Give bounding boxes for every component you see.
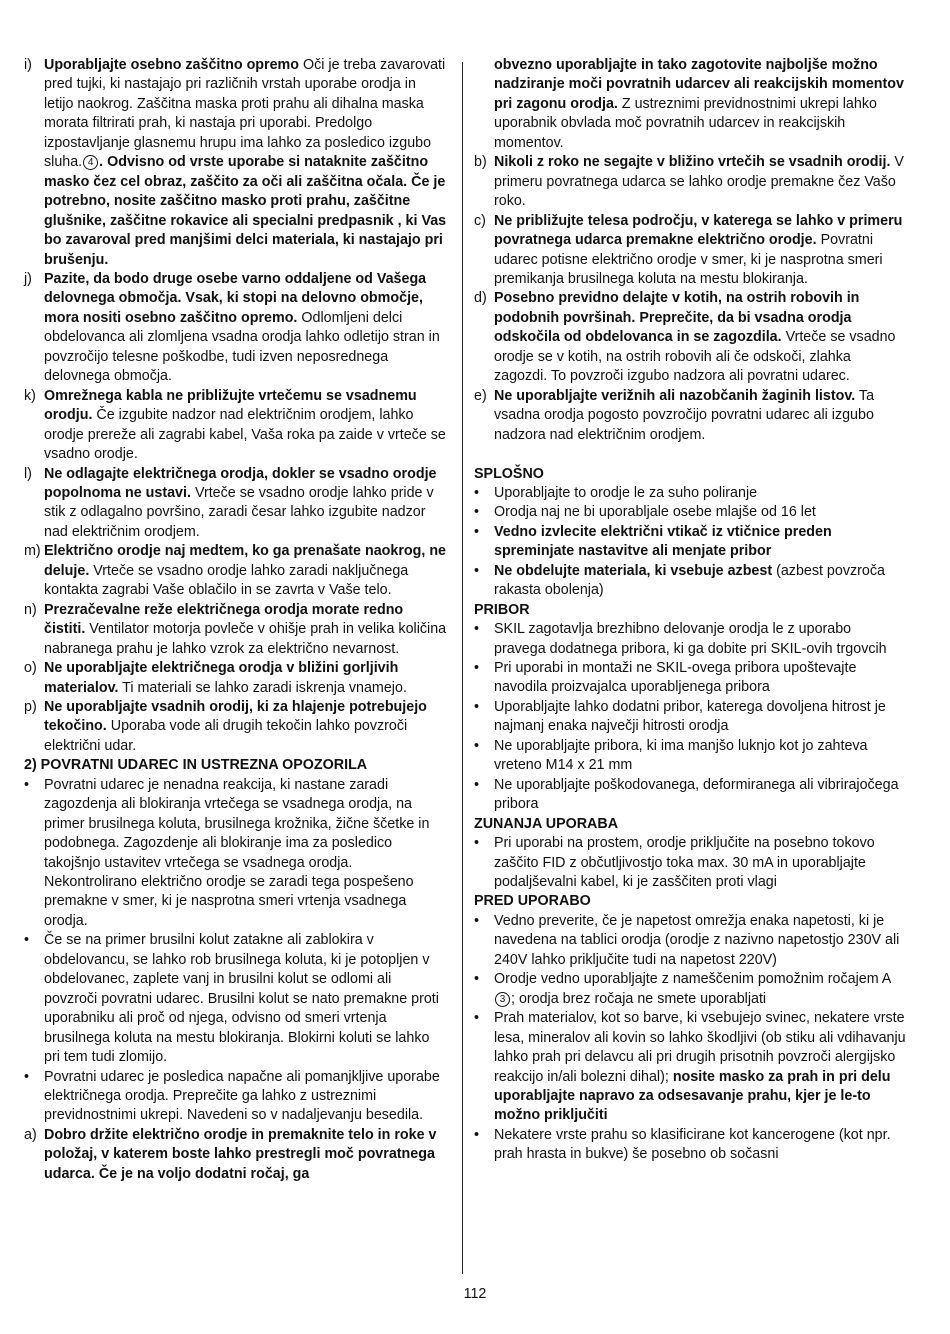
bullet-item [474,737,906,776]
section-heading: 2) POVRATNI UDAREC IN USTREZNA OPOZORILA [24,757,368,774]
bullet-item [474,562,906,601]
page-number: 112 [463,1286,487,1302]
item-text: Če izgubite nadzor nad električnim orodjem, lahko orodje prereže ali zagrabi kabel, Vaša roka pa zaide v vrteče se vsadno orodje. [44,407,446,463]
bullet-item [24,931,448,1067]
item-marker: • [474,523,480,540]
list-item [24,270,448,387]
item-bold-text: Ne uporabljajte električnega orodja v bližini gorljivih materialov. [44,660,399,696]
bullet-item [474,620,906,659]
left-column [24,56,448,1184]
bullet-item [474,1009,906,1126]
item-bold-text: Vedno izvlecite električni vtikač iz vtičnice preden spreminjate nastavitve ali menjate pribor [494,523,832,560]
item-marker: • [474,1126,480,1143]
bullet-item [474,834,906,892]
list-item [24,698,448,756]
item-marker: c) [474,212,486,229]
reference-number-icon: 3 [495,992,510,1007]
section-heading: PRED UPORABO [474,893,591,910]
bullet-item [24,1068,448,1126]
item-text: Ta vsadna orodja pogosto povzročijo povratni udarec ali izgubo nadzora nad električnim orodjem. [494,387,875,443]
item-marker: • [474,660,480,677]
item-marker: • [474,912,480,929]
item-text: Vedno preverite, če je napetost omrežja enaka napetosti, ki je navedena na tablici orodja (orodje z nazivno napetostjo 230V ali 240V lahko priključite tudi na napetost 220V) [494,912,900,968]
list-item [24,542,448,600]
bullet-item [474,484,906,503]
item-text: (azbest povzroča rakasta obolenja) [494,562,885,599]
list-item [24,387,448,465]
list-item [24,601,448,659]
item-bold-text: . Odvisno od vrste uporabe si nataknite zaščitno masko čez cel obraz, zaščito za oči ali zaščitna očala. Če je potrebno, nosite zaščitno masko proti prahu, zaščitne glušnike, zaščitne rokavice ali specialni predpasnik , ki Vas bo zavaroval pred manjšimi delci materiala, ki nastajajo pri brušenju. [44,154,447,268]
bullet-item [474,503,906,522]
bullet-item [24,776,448,932]
item-text: Če se na primer brusilni kolut zatakne ali zablokira v obdelovancu, se lahko rob brusilnega koluta, ki je potopljen v obdelovanec, zaplete vanj in brusilni kolut se odlomi ali povzroči povratni udarec. Brusilni kolut se nato premakne proti uporabniku ali proč od njega, odvisno od smeri vrtenja brusilnega koluta na mestu blokiranja. Blokirni koluti se lahko pri tem tudi zlomijo. [44,932,439,1066]
item-bold-text: Pazite, da bodo druge osebe varno oddaljene od Vašega delovnega območja. Vsak, ki stopi na delovno območje, mora nositi osebno zaščitno opremo. [44,270,427,326]
item-text: Vrteče se vsadno orodje se v kotih, na ostrih robovih ali če odskoči, zlahka zagozdi. To povzroči izgubo nadzora ali povratni udarec. [494,329,896,385]
item-text: Ne uporabljajte pribora, ki ima manjšo luknjo kot jo zahteva vreteno M14 x 21 mm [494,737,868,774]
list-item [474,56,906,153]
item-text: Ti materiali se lahko zaradi iskrenja vnamejo. [118,679,407,696]
list-item [24,659,448,698]
item-bold-text: Prezračevalne reže električnega orodja morate redno čistiti. [44,601,404,638]
item-text: Uporaba vode ali drugih tekočin lahko povzroči električni udar. [44,718,408,754]
list-item [474,289,906,386]
item-text: Orodje vedno uporabljajte z nameščenim pomožnim ročajem A [494,971,892,988]
item-text: Pri uporabi na prostem, orodje priključite na posebno tokovo zaščito FID z občutljivostjo toka max. 30 mA in uporabljajte podaljševalni kabel, ki je zasščiten proti vlagi [494,835,875,891]
item-bold-text: Uporabljajte osebno zaščitno opremo [44,57,299,73]
item-text: Povratni udarec potisne električno orodje v smer, ki je nasprotna smeri premikanja brusilnega koluta na mestu blokiranja. [494,232,883,287]
bullet-item [474,970,906,1009]
item-marker: • [474,504,480,521]
item-text: Povratni udarec je posledica napačne ali pomanjkljive uporabe električnega orodja. Preprečite ga lahko z ustreznimi previdnostnimi ukrepi. Navedeni so v nadaljevanju besedila. [44,1068,440,1124]
item-bold-text: nosite masko za prah in pri delu uporabljajte napravo za odsesavanje prahu, kjer je le-to možno priključiti [494,1068,891,1124]
item-text: Nekatere vrste prahu so klasificirane kot kancerogene (kot npr. prah hrasta in bukve) še posebno ob sočasni [494,1126,891,1163]
item-marker: j) [24,270,32,287]
item-bold-text: Električno orodje naj medtem, ko ga prenašate naokrog, ne deluje. [44,543,447,579]
item-marker: n) [24,601,37,618]
item-marker: • [24,1068,30,1085]
section-heading: SPLOŠNO [474,465,544,482]
right-column [474,56,906,1165]
list-item [24,465,448,543]
item-marker: p) [24,698,37,715]
item-marker: • [474,1010,480,1027]
item-marker: • [474,971,480,988]
item-marker: • [474,621,480,638]
list-item [474,153,906,211]
item-marker: o) [24,660,37,677]
item-text: Povratni udarec je nenadna reakcija, ki nastane zaradi zagozdenja ali blokiranja vrtečega se vsadnega orodja, na primer brusilnega koluta, brusilnega krožnika, žične ščetke in podobnega. Zagozdenje ali blokiranje ima za posledico takojšnjo ustavitev vrtečega se vsadnega orodja. Nekontrolirano električno orodje se zaradi tega pospešeno premakne v smer, ki je nasprotna smeri vrtenja vsadnega orodja. [44,776,430,929]
item-text: ; orodja brez ročaja ne smete uporabljati [511,990,767,1007]
item-text: Z ustreznimi previdnostnimi ukrepi lahko uporabnik obvlada moč povratnih udarcev in reakcijskih momentov. [494,95,877,151]
item-marker: • [474,698,480,715]
item-marker: m) [24,543,41,560]
list-item [474,212,906,290]
item-marker: • [474,737,480,754]
bullet-item [474,523,906,562]
reference-number-icon: 4 [83,155,98,170]
item-text: Uporabljajte lahko dodatni pribor, katerega dovoljena hitrost je najmanj enaka največji hitrosti orodja [494,698,886,735]
bullet-item [474,659,906,698]
item-marker: • [474,562,480,579]
bullet-item [474,1126,906,1165]
item-bold-text: Ne približujte telesa področju, v katerega se lahko v primeru povratnega udarca premakne električno orodje. [494,212,903,249]
item-bold-text: Posebno previdno delajte v kotih, na ostrih robovih in podobnih površinah. Preprečite, da bi vsadna orodja odskočila od obdelovanca in se zagozdila. [494,290,860,346]
bullet-item [474,912,906,970]
bullet-item [474,698,906,737]
item-marker: l) [24,465,32,482]
item-marker: a) [24,1126,37,1143]
list-item [24,56,448,270]
list-item [24,1126,448,1184]
item-text: Uporabljajte to orodje le za suho poliranje [494,484,758,501]
item-bold-text: Ne uporabljajte vsadnih orodij, ki za hlajenje potrebujejo tekočino. [44,698,427,735]
item-bold-text: Dobro držite električno orodje in premaknite telo in roke v položaj, v katerem boste lahko prestregli moč povratnega udarca. Če je na voljo dodatni ročaj, ga [44,1126,437,1182]
item-text: Orodja naj ne bi uporabljale osebe mlajše od 16 let [494,504,816,521]
item-text: Vrteče se vsadno orodje lahko zaradi naključnega kontakta zagrabi Vaše oblačilo in se zavrta v Vaše telo. [44,562,409,599]
item-text: Odlomljeni delci obdelovanca ali zlomljena vsadna orodja lahko odletijo stran in povzročijo telesne poškodbe, tudi izven neposrednega delovnega območja. [44,309,440,385]
item-text: Ventilator motorja povleče v ohišje prah in velika količina nabranega prahu je lahko vzrok za električno nevarnost. [44,621,447,657]
item-marker: • [474,835,480,852]
column-divider [462,62,463,1274]
item-bold-text: Ne odlagajte električnega orodja, dokler se vsadno orodje popolnoma ne ustavi. [44,465,437,501]
item-text: Prah materialov, kot so barve, ki vsebujejo svinec, nekatere vrste lesa, mineralov ali kovin so lahko škodljivi (ob stiku ali vdihavanju lahko prah pri delavcu ali pri drugih prisotnih povzroči alergijsko reakcijo in/ali bolezni dihal); [494,1010,906,1085]
section-heading: PRIBOR [474,601,530,618]
item-marker: e) [474,387,487,404]
item-marker: • [24,932,30,949]
item-bold-text: Nikoli z roko ne segajte v bližino vrtečih se vsadnih orodij. [494,154,891,171]
list-item [474,387,906,445]
item-text: Pri uporabi in montaži ne SKIL-ovega pribora upoštevajte navodila proizvajalca uporabljenega pribora [494,660,857,696]
item-bold-text: obvezno uporabljajte in tako zagotovite najboljše možno nadziranje moči povratnih udarcev ali reakcijskih momentov pri zagonu orodja. [494,57,904,112]
item-bold-text: Ne obdelujte materiala, ki vsebuje azbest [494,562,773,579]
item-marker: i) [24,57,32,73]
item-marker: b) [474,154,487,171]
item-text: SKIL zagotavlja brezhibno delovanje orodja le z uporabo pravega dodatnega pribora, ki ga dobite pri SKIL-ovih trgovcih [494,621,887,657]
spacer [474,445,906,464]
item-marker: • [474,776,480,793]
item-bold-text: Omrežnega kabla ne približujte vrtečemu se vsadnemu orodju. [44,387,417,424]
item-marker: k) [24,387,36,404]
bullet-item [474,776,906,815]
item-marker: d) [474,290,487,307]
item-text: Oči je treba zavarovati pred tujki, ki nastajajo pri različnih vrstah uporabe orodja in letijo naokrog. Zaščitna maska proti prahu ali dihalna maska morata filtrirati prah, ki nastaja pri uporabi. Predolgo izpostavljanje glasnemu hrupu ima lahko za posledico izgubo sluha. [44,57,446,171]
item-text: Ne uporabljajte poškodovanega, deformiranega ali vibrirajočega pribora [494,776,899,813]
item-text: Vrteče se vsadno orodje lahko pride v stik z odlagalno površino, zaradi česar lahko izgubite nadzor nad električnim orodjem. [44,484,434,540]
item-marker: • [474,484,480,501]
section-heading: ZUNANJA UPORABA [474,815,619,832]
item-text: V primeru povratnega udarca se lahko orodje premakne čez Vašo roko. [494,154,904,210]
item-bold-text: Ne uporabljajte verižnih ali nazobčanih žaginih listov. [494,387,856,404]
item-marker: • [24,776,30,793]
